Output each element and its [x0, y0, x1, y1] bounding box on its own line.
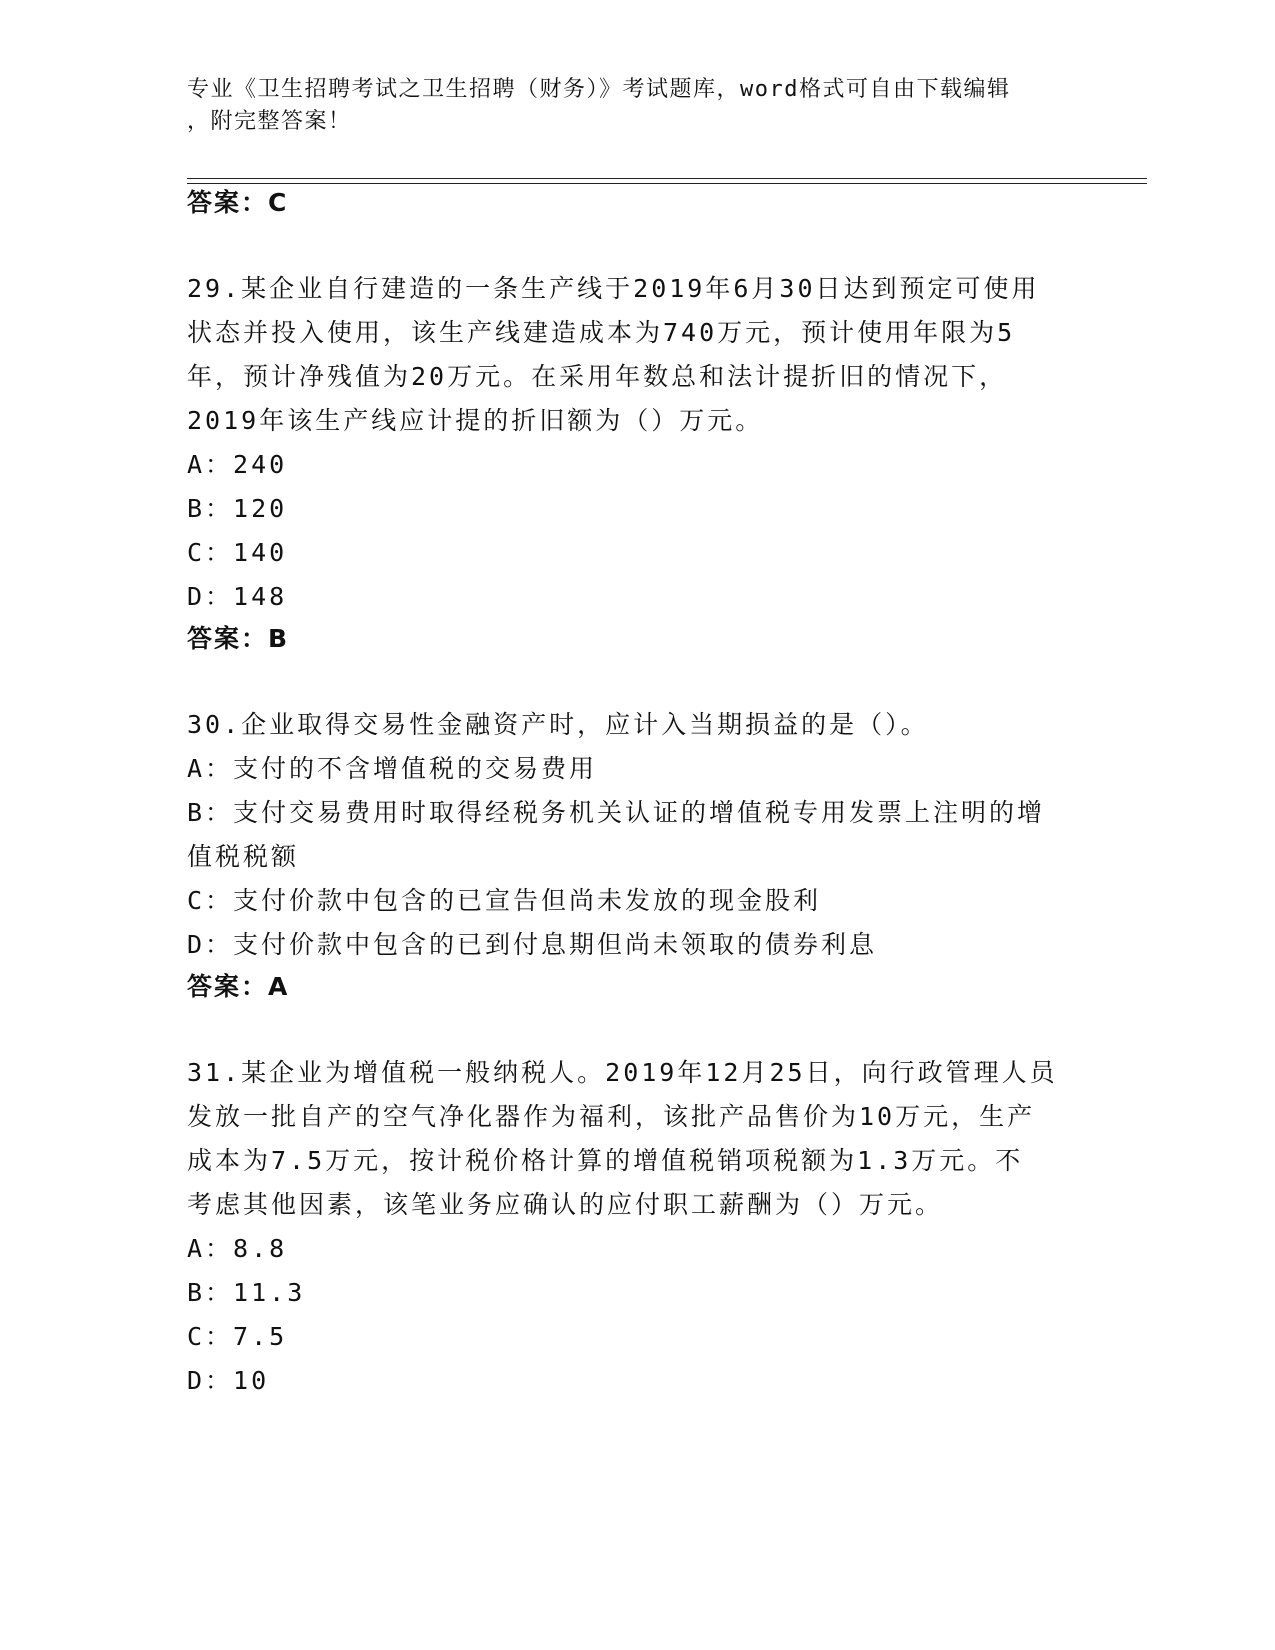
- header-line-2: ，附完整答案！: [187, 109, 352, 134]
- question-30-line-1: 30.企业取得交易性金融资产时，应计入当期损益的是（）。: [187, 710, 929, 739]
- question-29-line-1: 29.某企业自行建造的一条生产线于2019年6月30日达到预定可使用: [187, 274, 1040, 303]
- question-31-line-4: 考虑其他因素，该笔业务应确认的应付职工薪酬为（）万元。: [187, 1190, 944, 1219]
- question-30-option-b: B：支付交易费用时取得经税务机关认证的增值税专用发票上注明的增: [187, 798, 1046, 827]
- question-29-option-d: D：148: [187, 582, 288, 611]
- question-29-answer: 答案：B: [187, 624, 290, 653]
- question-30-option-b-cont: 值税税额: [187, 842, 300, 871]
- question-29-option-a: A：240: [187, 450, 288, 479]
- question-29-option-c: C：140: [187, 538, 288, 567]
- question-31-option-d: D：10: [187, 1366, 270, 1395]
- question-30-option-d: D：支付价款中包含的已到付息期但尚未领取的债券利息: [187, 930, 878, 959]
- question-30-answer: 答案：A: [187, 972, 290, 1001]
- header-divider-bottom: [187, 183, 1147, 184]
- document-header: [187, 74, 1087, 138]
- header-divider-top: [187, 178, 1147, 179]
- question-30-option-a: A：支付的不含增值税的交易费用: [187, 754, 598, 783]
- question-31-line-3: 成本为7.5万元，按计税价格计算的增值税销项税额为1.3万元。不: [187, 1146, 1024, 1175]
- question-31-line-2: 发放一批自产的空气净化器作为福利，该批产品售价为10万元，生产: [187, 1102, 1036, 1131]
- question-31-option-a: A：8.8: [187, 1234, 288, 1263]
- question-29-option-b: B：120: [187, 494, 288, 523]
- question-31-option-c: C：7.5: [187, 1322, 288, 1351]
- question-29-line-3: 年，预计净残值为20万元。在采用年数总和法计提折旧的情况下，: [187, 362, 1008, 391]
- answer-previous: 答案：C: [187, 188, 289, 217]
- header-line-1: 专业《卫生招聘考试之卫生招聘（财务）》考试题库，word格式可自由下载编辑: [187, 77, 1011, 102]
- question-31-option-b: B：11.3: [187, 1278, 306, 1307]
- question-29-line-4: 2019年该生产线应计提的折旧额为（）万元。: [187, 406, 764, 435]
- question-30-option-c: C：支付价款中包含的已宣告但尚未发放的现金股利: [187, 886, 822, 915]
- question-29-line-2: 状态并投入使用，该生产线建造成本为740万元，预计使用年限为5: [187, 318, 1016, 347]
- question-31-line-1: 31.某企业为增值税一般纳税人。2019年12月25日，向行政管理人员: [187, 1058, 1058, 1087]
